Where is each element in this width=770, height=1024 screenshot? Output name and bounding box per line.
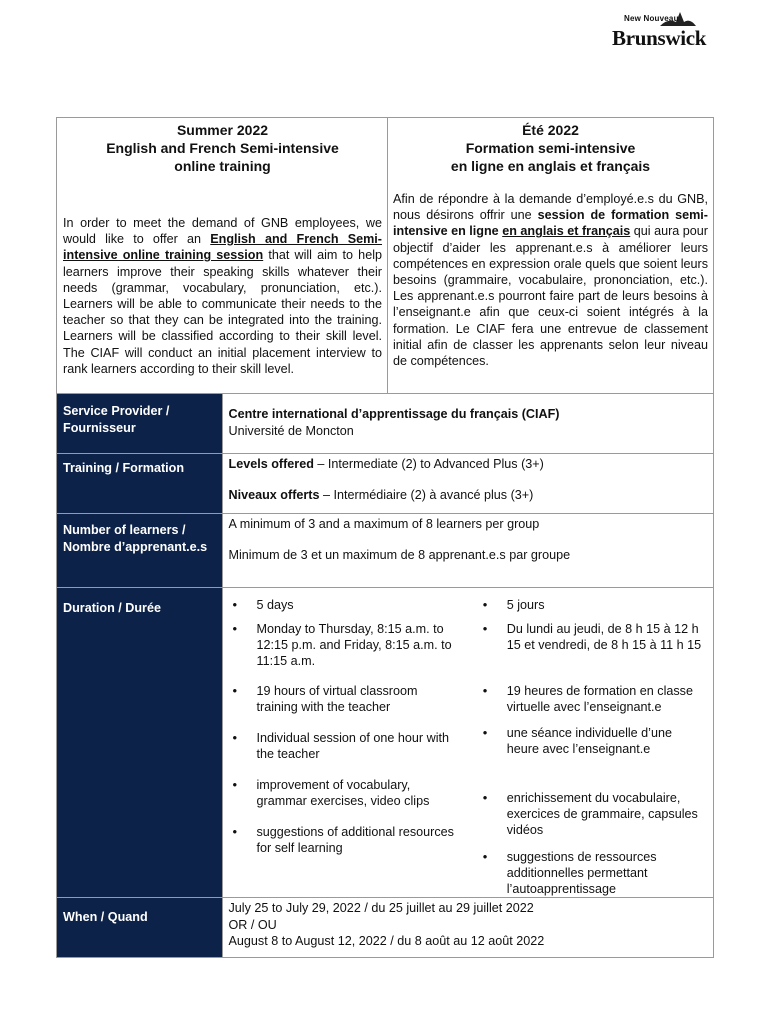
training-label: Training / Formation xyxy=(57,454,223,514)
duration-english-list xyxy=(229,597,457,897)
french-title-line-1: Été 2022 xyxy=(522,122,579,138)
list-item: • 19 heures de formation en classe virtuelle avec l’enseignant.e xyxy=(507,683,707,715)
intro-row xyxy=(57,118,714,394)
list-item: • Monday to Thursday, 8:15 a.m. to 12:15 p.m. and Friday, 8:15 a.m. to 11:15 a.m. xyxy=(257,621,457,669)
learners-value xyxy=(222,514,714,588)
provider-name: Centre international d’apprentissage du français (CIAF) xyxy=(228,407,560,421)
english-title xyxy=(63,121,382,175)
list-item: • suggestions of additional resources for self learning xyxy=(257,824,457,856)
intro-english xyxy=(57,118,388,394)
french-intro-paragraph xyxy=(393,191,708,369)
niveaux-offerts-label: Niveaux offerts xyxy=(228,487,320,502)
niveaux-offerts-text: – Intermédiaire (2) à avancé plus (3+) xyxy=(319,487,534,502)
when-line-2: OR / OU xyxy=(228,917,277,932)
list-item: • 5 days xyxy=(257,597,457,613)
learners-row xyxy=(57,514,714,588)
french-title xyxy=(393,121,708,175)
when-value xyxy=(222,898,714,958)
english-intro-bold: English and French Semi-intensive online training session xyxy=(63,232,383,263)
french-title-line-2: Formation semi-intensive xyxy=(465,140,636,156)
list-item: • suggestions de ressources additionnelles permettant l’autoapprentissage xyxy=(507,849,707,897)
training-info-table xyxy=(56,117,714,958)
french-intro-text-1: Afin de répondre à la demande d’employé.e.s du GNB, nous désirons offrir une xyxy=(393,192,708,223)
french-title-line-3: en ligne en anglais et français xyxy=(450,158,651,174)
english-intro-text-2: that will aim to help learners improve their speaking skills whatever their needs (grammar, vocabulary, pronunciation, etc.). Learners will be able to communicate their needs to the teacher so that they can be integrated into the training. Learners will be classified according to their skill level. The CIAF will conduct an initial placement interview to rank learners according to their skill level. xyxy=(63,248,382,376)
when-line-3: August 8 to August 12, 2022 / du 8 août au 12 août 2022 xyxy=(228,934,545,948)
intro-french xyxy=(388,118,714,394)
list-item: • une séance individuelle d’une heure avec l’enseignant.e xyxy=(507,725,707,757)
when-line-1: July 25 to July 29, 2022 / du 25 juillet au 29 juillet 2022 xyxy=(228,901,534,915)
list-item: • improvement of vocabulary, grammar exercises, video clips xyxy=(257,777,457,809)
list-item: • enrichissement du vocabulaire, exercices de grammaire, capsules vidéos xyxy=(507,790,707,838)
french-intro-bold-1: session de formation semi-intensive en ligne xyxy=(393,208,708,239)
duration-lists xyxy=(229,588,708,897)
english-title-line-3: online training xyxy=(174,158,271,174)
english-title-line-1: Summer 2022 xyxy=(176,122,269,138)
english-title-line-2: English and French Semi-intensive xyxy=(106,140,339,156)
duration-row xyxy=(57,588,714,898)
learners-french: Minimum de 3 et un maximum de 8 apprenant.e.s par groupe xyxy=(228,547,571,562)
levels-offered-text: – Intermediate (2) to Advanced Plus (3+) xyxy=(313,457,544,471)
provider-row xyxy=(57,394,714,454)
duration-value xyxy=(222,588,714,898)
list-item: • Individual session of one hour with the teacher xyxy=(257,730,457,762)
training-english xyxy=(229,456,708,473)
learners-label: Number of learners / Nombre d’apprenant.e.s xyxy=(57,514,223,588)
new-brunswick-logo xyxy=(600,8,710,54)
levels-offered-label: Levels offered xyxy=(228,457,314,471)
provider-value xyxy=(222,394,714,454)
training-french xyxy=(229,487,708,504)
english-intro-paragraph xyxy=(63,215,382,377)
duration-french-list xyxy=(479,597,707,897)
training-value xyxy=(222,454,714,514)
logo-brunswick-text: Brunswick xyxy=(612,26,707,50)
english-intro-text-1: In order to meet the demand of GNB employees, we would like to offer an xyxy=(63,216,382,247)
when-row xyxy=(57,898,714,958)
list-item: • Du lundi au jeudi, de 8 h 15 à 12 h 15 et vendredi, de 8 h 15 à 11 h 15 xyxy=(507,621,707,653)
french-intro-text-2: qui aura pour objectif d’aider les apprenant.e.s à améliorer leurs compétences en expression orale quels que soient leurs besoins (grammaire, vocabulaire, prononciation, etc.). Les apprenant.e.s pourront faire part de leurs besoins à l’enseignant.e afin que ceux-ci soient intégrés à la formation. Le CIAF fera une entrevue de classement initial afin de classer les apprenants selon leur niveau de compétences. xyxy=(393,224,708,369)
list-item: • 19 hours of virtual classroom training with the teacher xyxy=(257,683,457,715)
provider-label: Service Provider / Fournisseur xyxy=(57,394,223,454)
french-intro-bold-2: en anglais et français xyxy=(502,224,631,239)
list-item: • 5 jours xyxy=(507,597,707,613)
when-label: When / Quand xyxy=(57,898,223,958)
provider-sub: Université de Moncton xyxy=(228,423,354,438)
logo-small-text: New Nouveau xyxy=(624,14,679,23)
training-row xyxy=(57,454,714,514)
duration-label: Duration / Durée xyxy=(57,588,223,898)
learners-english: A minimum of 3 and a maximum of 8 learners per group xyxy=(228,517,540,531)
